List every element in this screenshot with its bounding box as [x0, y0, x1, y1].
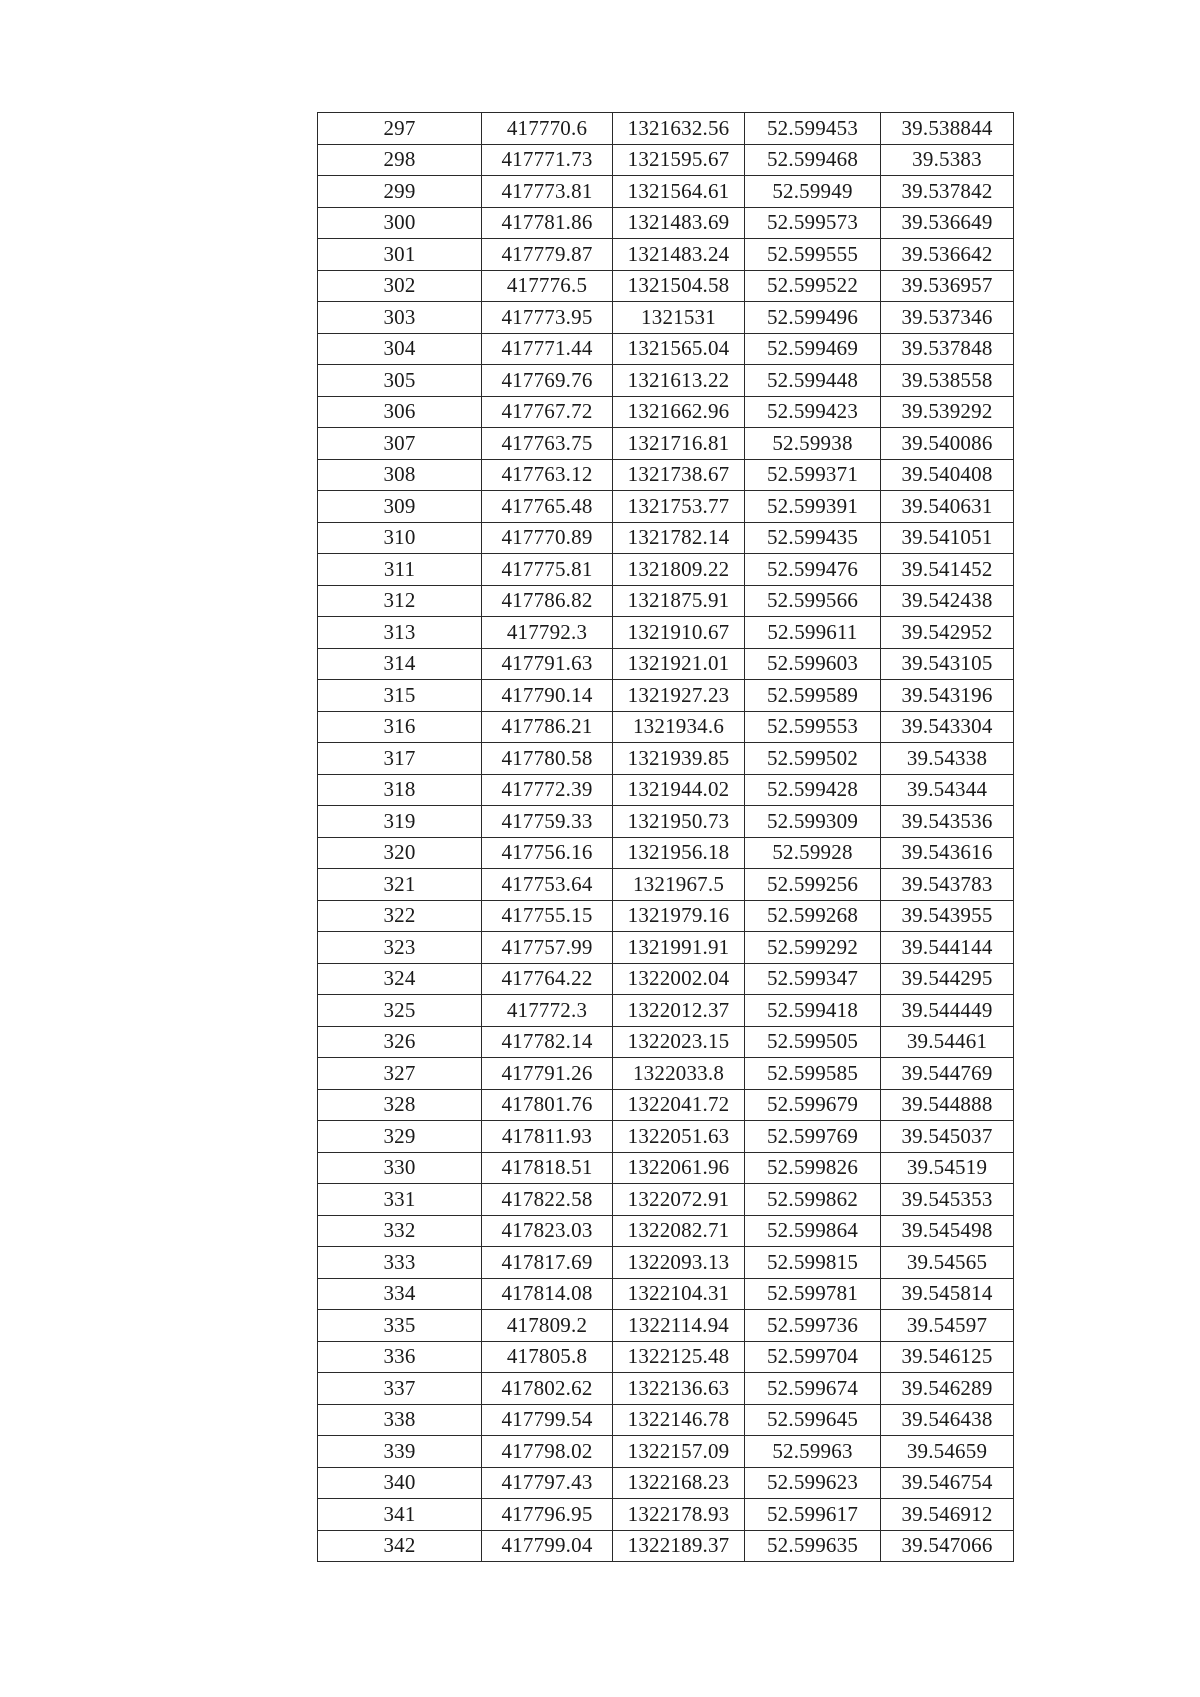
latitude-cell: 52.599418	[745, 995, 881, 1027]
point-number-cell: 297	[318, 113, 482, 145]
latitude-cell: 52.599469	[745, 333, 881, 365]
point-number-cell: 316	[318, 711, 482, 743]
point-number-cell: 306	[318, 396, 482, 428]
x-coordinate-cell: 417757.99	[482, 932, 613, 964]
table-row	[318, 1436, 1014, 1468]
table-row	[318, 491, 1014, 523]
y-coordinate-cell: 1322072.91	[613, 1184, 745, 1216]
table-row	[318, 1467, 1014, 1499]
longitude-cell: 39.544449	[881, 995, 1014, 1027]
point-number-cell: 328	[318, 1089, 482, 1121]
y-coordinate-cell: 1321809.22	[613, 554, 745, 586]
latitude-cell: 52.599371	[745, 459, 881, 491]
longitude-cell: 39.545498	[881, 1215, 1014, 1247]
longitude-cell: 39.544769	[881, 1058, 1014, 1090]
latitude-cell: 52.599635	[745, 1530, 881, 1562]
y-coordinate-cell: 1321483.69	[613, 207, 745, 239]
y-coordinate-cell: 1321979.16	[613, 900, 745, 932]
longitude-cell: 39.537842	[881, 176, 1014, 208]
table-row	[318, 207, 1014, 239]
table-row	[318, 963, 1014, 995]
latitude-cell: 52.599617	[745, 1499, 881, 1531]
point-number-cell: 319	[318, 806, 482, 838]
table-row	[318, 774, 1014, 806]
x-coordinate-cell: 417786.82	[482, 585, 613, 617]
longitude-cell: 39.540408	[881, 459, 1014, 491]
table-row	[318, 1058, 1014, 1090]
point-number-cell: 302	[318, 270, 482, 302]
latitude-cell: 52.599391	[745, 491, 881, 523]
latitude-cell: 52.59949	[745, 176, 881, 208]
longitude-cell: 39.544295	[881, 963, 1014, 995]
latitude-cell: 52.599555	[745, 239, 881, 271]
y-coordinate-cell: 1322125.48	[613, 1341, 745, 1373]
table-row	[318, 1215, 1014, 1247]
y-coordinate-cell: 1321483.24	[613, 239, 745, 271]
x-coordinate-cell: 417772.3	[482, 995, 613, 1027]
point-number-cell: 307	[318, 428, 482, 460]
x-coordinate-cell: 417763.12	[482, 459, 613, 491]
table-row	[318, 176, 1014, 208]
longitude-cell: 39.536642	[881, 239, 1014, 271]
longitude-cell: 39.54338	[881, 743, 1014, 775]
longitude-cell: 39.546912	[881, 1499, 1014, 1531]
table-row	[318, 333, 1014, 365]
latitude-cell: 52.599505	[745, 1026, 881, 1058]
longitude-cell: 39.543304	[881, 711, 1014, 743]
y-coordinate-cell: 1321967.5	[613, 869, 745, 901]
y-coordinate-cell: 1322189.37	[613, 1530, 745, 1562]
y-coordinate-cell: 1322051.63	[613, 1121, 745, 1153]
latitude-cell: 52.599769	[745, 1121, 881, 1153]
point-number-cell: 333	[318, 1247, 482, 1279]
latitude-cell: 52.599522	[745, 270, 881, 302]
point-number-cell: 313	[318, 617, 482, 649]
latitude-cell: 52.599256	[745, 869, 881, 901]
x-coordinate-cell: 417776.5	[482, 270, 613, 302]
x-coordinate-cell: 417753.64	[482, 869, 613, 901]
x-coordinate-cell: 417786.21	[482, 711, 613, 743]
latitude-cell: 52.599603	[745, 648, 881, 680]
x-coordinate-cell: 417755.15	[482, 900, 613, 932]
x-coordinate-cell: 417818.51	[482, 1152, 613, 1184]
x-coordinate-cell: 417802.62	[482, 1373, 613, 1405]
table-row	[318, 743, 1014, 775]
point-number-cell: 303	[318, 302, 482, 334]
x-coordinate-cell: 417799.04	[482, 1530, 613, 1562]
table-row	[318, 1341, 1014, 1373]
table-row	[318, 239, 1014, 271]
x-coordinate-cell: 417801.76	[482, 1089, 613, 1121]
table-row	[318, 869, 1014, 901]
longitude-cell: 39.541051	[881, 522, 1014, 554]
table-row	[318, 806, 1014, 838]
x-coordinate-cell: 417805.8	[482, 1341, 613, 1373]
y-coordinate-cell: 1321564.61	[613, 176, 745, 208]
point-number-cell: 332	[318, 1215, 482, 1247]
latitude-cell: 52.59938	[745, 428, 881, 460]
y-coordinate-cell: 1321632.56	[613, 113, 745, 145]
y-coordinate-cell: 1321504.58	[613, 270, 745, 302]
point-number-cell: 298	[318, 144, 482, 176]
point-number-cell: 322	[318, 900, 482, 932]
longitude-cell: 39.538844	[881, 113, 1014, 145]
coordinates-table	[317, 112, 1014, 1562]
y-coordinate-cell: 1322114.94	[613, 1310, 745, 1342]
coordinates-table-body	[318, 113, 1014, 1562]
point-number-cell: 301	[318, 239, 482, 271]
table-row	[318, 302, 1014, 334]
x-coordinate-cell: 417780.58	[482, 743, 613, 775]
point-number-cell: 308	[318, 459, 482, 491]
longitude-cell: 39.536649	[881, 207, 1014, 239]
latitude-cell: 52.599645	[745, 1404, 881, 1436]
table-row	[318, 522, 1014, 554]
point-number-cell: 324	[318, 963, 482, 995]
table-row	[318, 459, 1014, 491]
longitude-cell: 39.544144	[881, 932, 1014, 964]
point-number-cell: 318	[318, 774, 482, 806]
point-number-cell: 336	[318, 1341, 482, 1373]
point-number-cell: 317	[318, 743, 482, 775]
longitude-cell: 39.543955	[881, 900, 1014, 932]
y-coordinate-cell: 1322178.93	[613, 1499, 745, 1531]
table-row	[318, 1089, 1014, 1121]
table-row	[318, 585, 1014, 617]
longitude-cell: 39.540631	[881, 491, 1014, 523]
latitude-cell: 52.599292	[745, 932, 881, 964]
table-row	[318, 144, 1014, 176]
longitude-cell: 39.546438	[881, 1404, 1014, 1436]
longitude-cell: 39.538558	[881, 365, 1014, 397]
latitude-cell: 52.599781	[745, 1278, 881, 1310]
point-number-cell: 335	[318, 1310, 482, 1342]
latitude-cell: 52.599573	[745, 207, 881, 239]
longitude-cell: 39.536957	[881, 270, 1014, 302]
latitude-cell: 52.599453	[745, 113, 881, 145]
longitude-cell: 39.546289	[881, 1373, 1014, 1405]
x-coordinate-cell: 417767.72	[482, 396, 613, 428]
point-number-cell: 331	[318, 1184, 482, 1216]
latitude-cell: 52.599309	[745, 806, 881, 838]
longitude-cell: 39.544888	[881, 1089, 1014, 1121]
point-number-cell: 305	[318, 365, 482, 397]
latitude-cell: 52.599679	[745, 1089, 881, 1121]
table-row	[318, 1310, 1014, 1342]
longitude-cell: 39.545037	[881, 1121, 1014, 1153]
y-coordinate-cell: 1322157.09	[613, 1436, 745, 1468]
x-coordinate-cell: 417782.14	[482, 1026, 613, 1058]
x-coordinate-cell: 417796.95	[482, 1499, 613, 1531]
x-coordinate-cell: 417798.02	[482, 1436, 613, 1468]
y-coordinate-cell: 1322061.96	[613, 1152, 745, 1184]
y-coordinate-cell: 1322041.72	[613, 1089, 745, 1121]
point-number-cell: 337	[318, 1373, 482, 1405]
x-coordinate-cell: 417811.93	[482, 1121, 613, 1153]
x-coordinate-cell: 417756.16	[482, 837, 613, 869]
y-coordinate-cell: 1321613.22	[613, 365, 745, 397]
point-number-cell: 326	[318, 1026, 482, 1058]
point-number-cell: 341	[318, 1499, 482, 1531]
latitude-cell: 52.599815	[745, 1247, 881, 1279]
point-number-cell: 314	[318, 648, 482, 680]
latitude-cell: 52.59963	[745, 1436, 881, 1468]
longitude-cell: 39.540086	[881, 428, 1014, 460]
longitude-cell: 39.547066	[881, 1530, 1014, 1562]
x-coordinate-cell: 417823.03	[482, 1215, 613, 1247]
table-row	[318, 617, 1014, 649]
point-number-cell: 299	[318, 176, 482, 208]
point-number-cell: 315	[318, 680, 482, 712]
x-coordinate-cell: 417764.22	[482, 963, 613, 995]
table-row	[318, 1530, 1014, 1562]
latitude-cell: 52.599736	[745, 1310, 881, 1342]
point-number-cell: 340	[318, 1467, 482, 1499]
point-number-cell: 338	[318, 1404, 482, 1436]
x-coordinate-cell: 417822.58	[482, 1184, 613, 1216]
latitude-cell: 52.599268	[745, 900, 881, 932]
y-coordinate-cell: 1322093.13	[613, 1247, 745, 1279]
y-coordinate-cell: 1322002.04	[613, 963, 745, 995]
latitude-cell: 52.599502	[745, 743, 881, 775]
point-number-cell: 330	[318, 1152, 482, 1184]
longitude-cell: 39.543616	[881, 837, 1014, 869]
x-coordinate-cell: 417817.69	[482, 1247, 613, 1279]
y-coordinate-cell: 1321944.02	[613, 774, 745, 806]
longitude-cell: 39.543196	[881, 680, 1014, 712]
y-coordinate-cell: 1321950.73	[613, 806, 745, 838]
y-coordinate-cell: 1321595.67	[613, 144, 745, 176]
table-row	[318, 1247, 1014, 1279]
table-row	[318, 396, 1014, 428]
latitude-cell: 52.599428	[745, 774, 881, 806]
latitude-cell: 52.599347	[745, 963, 881, 995]
point-number-cell: 342	[318, 1530, 482, 1562]
table-row	[318, 1404, 1014, 1436]
point-number-cell: 329	[318, 1121, 482, 1153]
table-row	[318, 1026, 1014, 1058]
y-coordinate-cell: 1321782.14	[613, 522, 745, 554]
x-coordinate-cell: 417773.95	[482, 302, 613, 334]
longitude-cell: 39.54597	[881, 1310, 1014, 1342]
point-number-cell: 320	[318, 837, 482, 869]
latitude-cell: 52.599423	[745, 396, 881, 428]
y-coordinate-cell: 1322012.37	[613, 995, 745, 1027]
table-row	[318, 1184, 1014, 1216]
latitude-cell: 52.599611	[745, 617, 881, 649]
point-number-cell: 310	[318, 522, 482, 554]
y-coordinate-cell: 1321921.01	[613, 648, 745, 680]
y-coordinate-cell: 1321927.23	[613, 680, 745, 712]
y-coordinate-cell: 1321939.85	[613, 743, 745, 775]
y-coordinate-cell: 1322136.63	[613, 1373, 745, 1405]
x-coordinate-cell: 417771.44	[482, 333, 613, 365]
y-coordinate-cell: 1321662.96	[613, 396, 745, 428]
table-row	[318, 365, 1014, 397]
longitude-cell: 39.54565	[881, 1247, 1014, 1279]
table-row	[318, 711, 1014, 743]
point-number-cell: 321	[318, 869, 482, 901]
latitude-cell: 52.599826	[745, 1152, 881, 1184]
table-row	[318, 900, 1014, 932]
latitude-cell: 52.599468	[745, 144, 881, 176]
y-coordinate-cell: 1321565.04	[613, 333, 745, 365]
latitude-cell: 52.599623	[745, 1467, 881, 1499]
x-coordinate-cell: 417779.87	[482, 239, 613, 271]
x-coordinate-cell: 417799.54	[482, 1404, 613, 1436]
longitude-cell: 39.54344	[881, 774, 1014, 806]
y-coordinate-cell: 1322104.31	[613, 1278, 745, 1310]
point-number-cell: 325	[318, 995, 482, 1027]
table-row	[318, 1121, 1014, 1153]
longitude-cell: 39.542438	[881, 585, 1014, 617]
table-row	[318, 932, 1014, 964]
y-coordinate-cell: 1321753.77	[613, 491, 745, 523]
table-row	[318, 428, 1014, 460]
x-coordinate-cell: 417771.73	[482, 144, 613, 176]
x-coordinate-cell: 417809.2	[482, 1310, 613, 1342]
x-coordinate-cell: 417814.08	[482, 1278, 613, 1310]
longitude-cell: 39.543783	[881, 869, 1014, 901]
y-coordinate-cell: 1321738.67	[613, 459, 745, 491]
x-coordinate-cell: 417781.86	[482, 207, 613, 239]
longitude-cell: 39.545814	[881, 1278, 1014, 1310]
latitude-cell: 52.599864	[745, 1215, 881, 1247]
longitude-cell: 39.546754	[881, 1467, 1014, 1499]
longitude-cell: 39.543536	[881, 806, 1014, 838]
y-coordinate-cell: 1321910.67	[613, 617, 745, 649]
x-coordinate-cell: 417772.39	[482, 774, 613, 806]
x-coordinate-cell: 417791.26	[482, 1058, 613, 1090]
y-coordinate-cell: 1322146.78	[613, 1404, 745, 1436]
longitude-cell: 39.543105	[881, 648, 1014, 680]
x-coordinate-cell: 417759.33	[482, 806, 613, 838]
y-coordinate-cell: 1321875.91	[613, 585, 745, 617]
table-row	[318, 554, 1014, 586]
point-number-cell: 312	[318, 585, 482, 617]
table-row	[318, 837, 1014, 869]
longitude-cell: 39.54659	[881, 1436, 1014, 1468]
x-coordinate-cell: 417775.81	[482, 554, 613, 586]
table-row	[318, 995, 1014, 1027]
x-coordinate-cell: 417770.89	[482, 522, 613, 554]
table-row	[318, 113, 1014, 145]
x-coordinate-cell: 417769.76	[482, 365, 613, 397]
y-coordinate-cell: 1322023.15	[613, 1026, 745, 1058]
latitude-cell: 52.599566	[745, 585, 881, 617]
table-row	[318, 1499, 1014, 1531]
latitude-cell: 52.599585	[745, 1058, 881, 1090]
latitude-cell: 52.599589	[745, 680, 881, 712]
latitude-cell: 52.599674	[745, 1373, 881, 1405]
latitude-cell: 52.599476	[745, 554, 881, 586]
longitude-cell: 39.545353	[881, 1184, 1014, 1216]
longitude-cell: 39.537848	[881, 333, 1014, 365]
longitude-cell: 39.5383	[881, 144, 1014, 176]
y-coordinate-cell: 1321934.6	[613, 711, 745, 743]
point-number-cell: 304	[318, 333, 482, 365]
latitude-cell: 52.599448	[745, 365, 881, 397]
table-row	[318, 648, 1014, 680]
point-number-cell: 334	[318, 1278, 482, 1310]
table-row	[318, 1152, 1014, 1184]
x-coordinate-cell: 417765.48	[482, 491, 613, 523]
point-number-cell: 311	[318, 554, 482, 586]
point-number-cell: 300	[318, 207, 482, 239]
x-coordinate-cell: 417797.43	[482, 1467, 613, 1499]
table-row	[318, 1278, 1014, 1310]
x-coordinate-cell: 417791.63	[482, 648, 613, 680]
x-coordinate-cell: 417770.6	[482, 113, 613, 145]
y-coordinate-cell: 1321531	[613, 302, 745, 334]
longitude-cell: 39.537346	[881, 302, 1014, 334]
point-number-cell: 339	[318, 1436, 482, 1468]
y-coordinate-cell: 1321716.81	[613, 428, 745, 460]
longitude-cell: 39.539292	[881, 396, 1014, 428]
table-row	[318, 270, 1014, 302]
longitude-cell: 39.542952	[881, 617, 1014, 649]
y-coordinate-cell: 1322082.71	[613, 1215, 745, 1247]
y-coordinate-cell: 1322033.8	[613, 1058, 745, 1090]
y-coordinate-cell: 1322168.23	[613, 1467, 745, 1499]
x-coordinate-cell: 417773.81	[482, 176, 613, 208]
point-number-cell: 323	[318, 932, 482, 964]
latitude-cell: 52.59928	[745, 837, 881, 869]
longitude-cell: 39.541452	[881, 554, 1014, 586]
table-row	[318, 680, 1014, 712]
x-coordinate-cell: 417763.75	[482, 428, 613, 460]
table-row	[318, 1373, 1014, 1405]
longitude-cell: 39.546125	[881, 1341, 1014, 1373]
x-coordinate-cell: 417792.3	[482, 617, 613, 649]
point-number-cell: 309	[318, 491, 482, 523]
y-coordinate-cell: 1321991.91	[613, 932, 745, 964]
x-coordinate-cell: 417790.14	[482, 680, 613, 712]
longitude-cell: 39.54519	[881, 1152, 1014, 1184]
y-coordinate-cell: 1321956.18	[613, 837, 745, 869]
point-number-cell: 327	[318, 1058, 482, 1090]
latitude-cell: 52.599496	[745, 302, 881, 334]
longitude-cell: 39.54461	[881, 1026, 1014, 1058]
latitude-cell: 52.599704	[745, 1341, 881, 1373]
latitude-cell: 52.599435	[745, 522, 881, 554]
latitude-cell: 52.599862	[745, 1184, 881, 1216]
latitude-cell: 52.599553	[745, 711, 881, 743]
